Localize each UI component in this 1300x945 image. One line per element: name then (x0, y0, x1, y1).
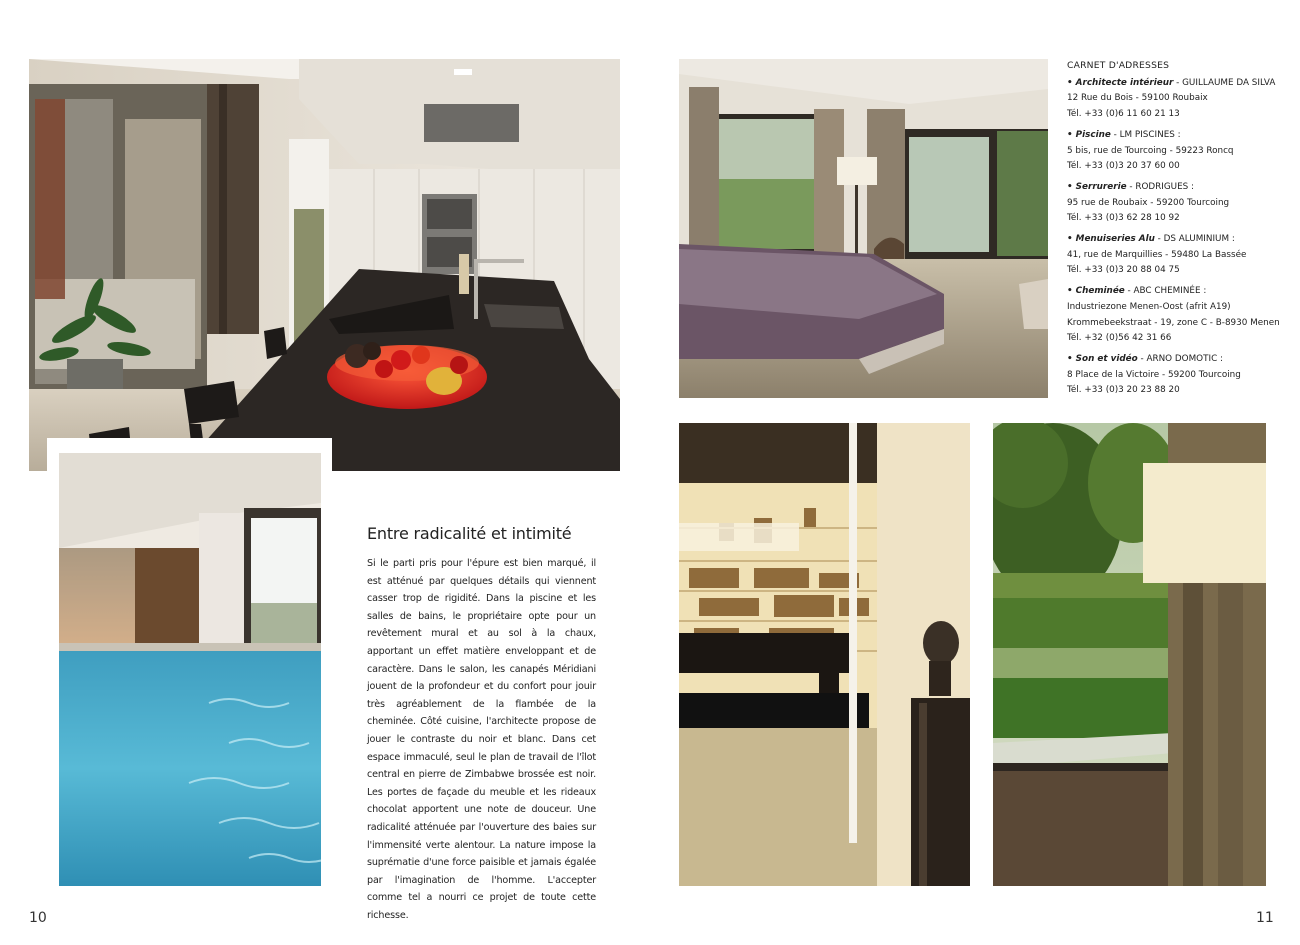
page-number-left: 10 (29, 910, 47, 926)
article-body: Si le parti pris pour l'épure est bien marqué, il est atténué par quelques détails qui viennent casser trop de rigidité. Dans la piscine et les salles de bains, le propriétaire opte pour un revêtement mural et au sol à la chaux, apportant un effet matière enveloppant et de caractère. Dans le salon, les canapés Méridiani jouent de la profondeur et du confort pour jouir très agréablement de la flambée de la cheminée. Côté cuisine, l'architecte propose de jouer le contraste du noir et blanc. Dans cet espace immaculé, seul le plan de travail de l'îlot central en pierre de Zimbabwe brossée est noir. Les portes de façade du meuble et les rideaux chocolat apportent une note de douceur. Une radicalité atténuée par l'ouverture des baies sur l'immensité verte alentour. La nature impose la suprématie d'une force paisible et jamais égalée par l'imagination de l'homme. L'accepter comme tel a nourri ce projet de toute cette richesse. (367, 558, 596, 921)
address-line: 95 rue de Roubaix - 59200 Tourcoing (1067, 197, 1230, 208)
address-book (1067, 58, 1280, 404)
address-entry (1067, 76, 1277, 123)
address-category: • Architecte intérieur (1067, 77, 1174, 88)
garden-photo (993, 423, 1266, 886)
article-heading: Entre radicalité et intimité (367, 524, 572, 543)
address-category: • Son et vidéo (1067, 353, 1138, 364)
address-entry (1067, 232, 1277, 279)
address-company: - RODRIGUES : (1126, 181, 1195, 192)
address-company: - LM PISCINES : (1110, 129, 1181, 140)
library-photo (679, 423, 970, 886)
address-phone: Tél. +33 (0)3 20 23 88 20 (1067, 385, 1180, 396)
address-category: • Cheminée (1067, 286, 1125, 297)
address-phone: Tél. +33 (0)3 20 37 60 00 (1067, 161, 1180, 172)
address-company: - GUILLAUME DA SILVA (1173, 77, 1276, 88)
address-phone: Tél. +33 (0)6 11 60 21 13 (1067, 109, 1180, 120)
address-phone: Tél. +32 (0)56 42 31 66 (1067, 333, 1172, 344)
address-entry (1067, 352, 1277, 399)
bedroom-photo (679, 59, 1048, 398)
address-category: • Menuiseries Alu (1067, 234, 1155, 245)
address-company: - DS ALUMINIUM : (1154, 234, 1235, 245)
address-entry (1067, 180, 1277, 227)
address-entry (1067, 284, 1280, 347)
address-line: Krommebeekstraat - 19, zone C - B-8930 Menen (1067, 317, 1280, 328)
address-line: 12 Rue du Bois - 59100 Roubaix (1067, 93, 1208, 104)
address-line: 5 bis, rue de Tourcoing - 59223 Roncq (1067, 145, 1234, 156)
address-category: • Piscine (1067, 129, 1111, 140)
address-line: 41, rue de Marquillies - 59480 La Bassée (1067, 249, 1247, 260)
address-phone: Tél. +33 (0)3 62 28 10 92 (1067, 213, 1180, 224)
address-category: • Serrurerie (1067, 181, 1127, 192)
pool-photo (59, 453, 321, 886)
kitchen-photo (29, 59, 620, 471)
address-company: - ARNO DOMOTIC : (1137, 353, 1223, 364)
address-book-title: CARNET D'ADRESSES (1067, 60, 1170, 71)
address-line: Industriezone Menen-Oost (afrit A19) (1067, 301, 1231, 312)
address-entry (1067, 128, 1277, 175)
page-number-right: 11 (1256, 910, 1274, 926)
address-line: 8 Place de la Victoire - 59200 Tourcoing (1067, 369, 1241, 380)
address-company: - ABC CHEMINÉE : (1124, 286, 1207, 297)
address-phone: Tél. +33 (0)3 20 88 04 75 (1067, 265, 1180, 276)
article (367, 524, 596, 924)
